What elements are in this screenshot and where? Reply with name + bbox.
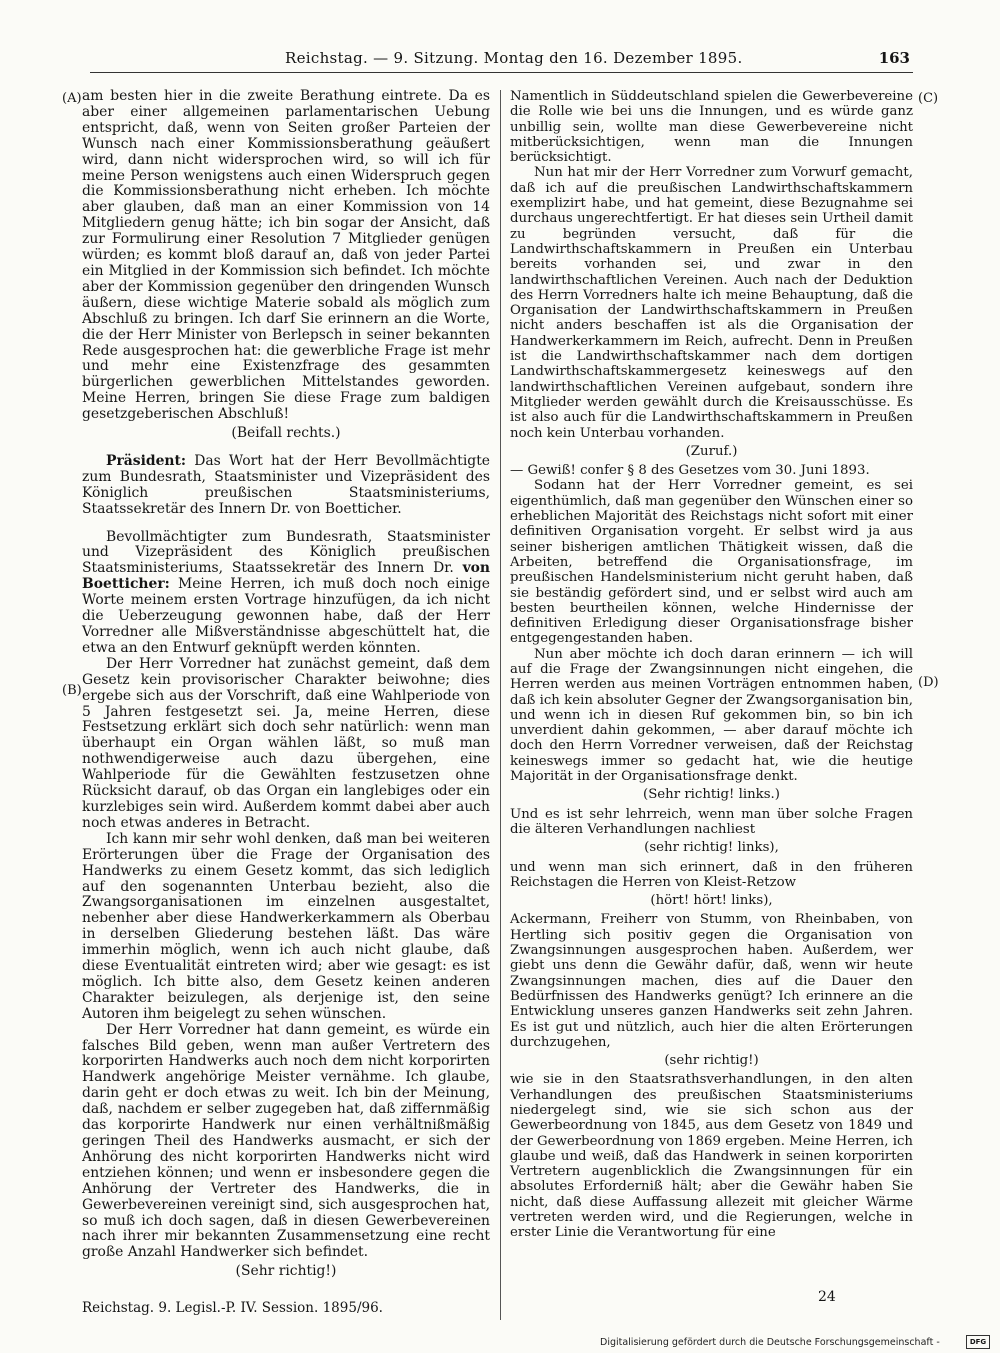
paragraph: Namentlich in Süddeutschland spielen die Gewerbevereine die Rolle wie bei uns die Innungen, und es würde ganz unbillig sein, wollte man diese Gewerbevereine nicht mitberücksichtigen, wenn man die Innungen berücksichtigt. (510, 89, 913, 166)
interjection: (Sehr richtig! links.) (643, 787, 780, 803)
speaker-name: von Boetticher: (82, 560, 490, 593)
margin-mark-b: (B) (62, 683, 82, 698)
page-header (90, 47, 910, 71)
right-column (510, 89, 913, 1241)
paragraph (82, 530, 490, 657)
paragraph: Ackermann, Freiherr von Stumm, von Rheinbaben, von Hertling sich positiv gegen die Organisation von Zwangsinnungen ausgesprochen haben. Außerdem, wer giebt uns denn die Gewähr dafür, daß, wenn wir heute Zwangsinnungen machen, dies auf die Dauer den Bedürfnissen des Handwerks genügt? Ich erinnere an die Entwicklung unseres ganzen Handwerks seit zehn Jahren. Es ist gut und nützlich, auch hier die alten Erörterungen durchzugehen, (510, 912, 913, 1050)
interjection: (Beifall rechts.) (231, 425, 341, 442)
left-column (82, 89, 490, 1284)
speaker-name: Präsident: (106, 452, 187, 469)
digitization-credit: Digitalisierung gefördert durch die Deutsche Forschungsgemeinschaft - (600, 1337, 940, 1348)
margin-mark-c: (C) (918, 91, 939, 106)
interjection: (sehr richtig! links), (644, 840, 779, 856)
paragraph (82, 454, 490, 518)
paragraph: Und es ist sehr lehrreich, wenn man über solche Fragen die älteren Verhandlungen nachliest (510, 806, 913, 837)
column-divider (500, 90, 501, 1320)
page-number: 163 (878, 49, 910, 67)
paragraph: Ich kann mir sehr wohl denken, daß man bei weiteren Erörterungen über die Frage der Organisation des Handwerks zu einem Gesetz kommt, das sich lediglich auf den sogenannten Unterbau bezieht, also die Zwangsorganisationen im einzelnen ausgestaltet, nebenher aber diese Handwerkerkammern als Oberbau in derselben Gliederung bestehen läßt. Das wäre immerhin möglich, wenn ich auch nicht glaube, daß diese Eventualität eintreten wird; aber wie gesagt: es ist möglich. Ich bitte also, dem Gesetz keinen anderen Charakter beizulegen, als derjenige ist, den seine Autoren ihm beigelegt zu sehen wünschen. (82, 830, 490, 1022)
header-rule (90, 72, 913, 73)
speech-text: Meine Herren, ich muß doch noch einige Worte meinem ersten Vortrage hinzufügen, da ich nicht die Ueberzeugung gewonnen habe, daß der Herr Vorredner alle Mißverständnisse abgeschüttelt hat, die etwa an den Entwurf geknüpft werden könnten. (82, 576, 490, 656)
margin-mark-d: (D) (918, 675, 939, 690)
interjection: (Sehr richtig!) (235, 1263, 337, 1280)
paragraph: Nun aber möchte ich doch daran erinnern — ich will auf die Frage der Zwangsinnungen nicht eingehen, die Herren werden aus meinen Vorträgen entnommen haben, daß ich kein absoluter Gegner der Zwangsorganisation bin, und wenn ich in diesen Ruf gekommen bin, so bin ich unverdient dahin gekommen, — aber darauf möchte ich doch den Herrn Vorredner verweisen, daß der Reichstag keineswegs immer so gedacht hat, wie die heutige Majorität in der Organisationsfrage denkt. (510, 646, 913, 785)
signature-mark: 24 (818, 1289, 836, 1305)
paragraph: am besten hier in die zweite Berathung eintrete. Da es aber einer allgemeinen parlamentarischen Uebung entspricht, daß, wenn von Seiten großer Parteien der Wunsch nach einer Kommissionsberathung geäußert wird, dann nicht widersprochen wird, so will ich für meine Person wenigstens auch einen Widerspruch gegen die Kommissionsberathung nicht erheben. Ich möchte aber glauben, daß man an einer Kommission von 14 Mitgliedern genug hätte; ich bin sogar der Ansicht, daß zur Formulirung einer Resolution 7 Mitglieder genügen würden; es kommt bloß darauf an, daß von jeder Partei ein Mitglied in der Kommission sich befindet. Ich möchte aber der Kommission gegenüber den dringenden Wunsch äußern, diese wichtige Materie sobald als möglich zum Abschluß zu bringen. Ich darf Sie erinnern an die Worte, die der Herr Minister von Berlepsch in seiner bekannten Rede ausgesprochen hat: die gewerbliche Frage ist mehr und mehr eine Existenzfrage des gesammten bürgerlichen gewerblichen Mittelstandes geworden. Meine Herren, bringen Sie diese Frage zum baldigen gesetzgeberischen Abschluß! (82, 88, 490, 423)
paragraph: wie sie in den Staatsrathsverhandlungen, in den alten Verhandlungen des preußischen Staatsministeriums niedergelegt sind, wie sie sich schon aus der Gewerbeordnung von 1845, aus dem Gesetz von 1849 und der Gewerbeordnung von 1869 ergeben. Meine Herren, ich glaube und weiß, daß das Handwerk in seinen korporirten Vertretern augenblicklich die Zwangsinnungen für ein absolutes Erforderniß hält; aber die Gewähr haben Sie nicht, daß diese Auffassung allezeit mit gleicher Wärme vertreten werden wird, und die Regierungen, welche in erster Linie die Verantwortung für eine (510, 1072, 913, 1241)
speaker-title: Bevollmächtigter zum Bundesrath, Staatsminister und Vizepräsident des Königlich preußischen Staatsministeriums, Staatssekretär des Innern Dr. (82, 528, 490, 577)
dfg-logo: DFG (966, 1335, 990, 1349)
margin-mark-a: (A) (62, 91, 82, 106)
interjection: (sehr richtig!) (664, 1053, 759, 1069)
running-head: Reichstag. — 9. Sitzung. Montag den 16. Dezember 1895. (285, 49, 743, 67)
paragraph: Der Herr Vorredner hat dann gemeint, es würde ein falsches Bild geben, wenn man außer Vertretern des korporirten Handwerks auch noch dem nicht korporirten Handwerk angehörige Meister vernähme. Ich glaube, darin geht er doch etwas zu weit. Ich bin der Meinung, daß, nachdem er selber zugegeben hat, daß ziffernmäßig das korporirte Handwerk nur einen verhältnißmäßig geringen Theil des Handwerks ausmacht, er sich der Anhörung des nicht korporirten Handwerks nicht wird entziehen können; und wenn er insbesondere gegen die Anhörung der Vertreter des Handwerks, die in Gewerbevereinen vereinigt sind, sich ausgesprochen hat, so muß ich doch sagen, daß in diesen Gewerbevereinen nach ihrer mir bekannten Zusammensetzung eine recht große Anzahl Handwerker sich befindet. (82, 1021, 490, 1261)
interjection: (hört! hört! links), (650, 893, 773, 909)
paragraph: Sodann hat der Herr Vorredner gemeint, es sei eigenthümlich, daß man gegenüber den Wünschen einer so erheblichen Majorität des Reichstags nicht sofort mit einer definitiven Organisation vorgeht. Er selbst wird ja aus seiner bisherigen amtlichen Thätigkeit wissen, daß die Arbeiten, betreffend die Organisationsfrage, im preußischen Handelsministerium nicht geruht haben, daß sie beständig gefördert sind, und er selbst wird auch am besten beurtheilen können, welche Hindernisse der definitiven Erledigung dieser Organisationsfrage bisher entgegengestanden haben. (510, 478, 913, 647)
paragraph: Der Herr Vorredner hat zunächst gemeint, daß dem Gesetz kein provisorischer Charakter beiwohne; dies ergebe sich aus der Vorschrift, daß eine Wahlperiode von 5 Jahren festgesetzt sei. Ja, meine Herren, diese Festsetzung erklärt sich doch sehr natürlich: wenn man überhaupt ein Organ wählen läßt, so muß man nothwendigerweise auch dazu übergehen, eine Wahlperiode für die Gewählten festzusetzen ohne Rücksicht darauf, ob das Organ ein langlebiges oder ein kurzlebiges sein wird. Außerdem kommt dabei aber auch noch etwas anderes in Betracht. (82, 655, 490, 831)
footer-source-line: Reichstag. 9. Legisl.-P. IV. Session. 1895/96. (82, 1300, 383, 1316)
paragraph: Nun hat mir der Herr Vorredner zum Vorwurf gemacht, daß ich auf die preußischen Landwirthschaftskammern exemplizirt habe, und hat gemeint, diese Bezugnahme sei durchaus ungerechtfertigt. Er hat dieses sein Urtheil damit zu begründen versucht, daß für die Landwirthschaftskammern in Preußen ein Unterbau bereits vorhanden sei, und zwar in den landwirthschaftlichen Vereinen. Auch nach der Deduktion des Herrn Vorredners halte ich meine Behauptung, daß die Organisation der Landwirthschaftskammern in Preußen nicht anders beschaffen ist als die Organisation der Handwerkerkammern im Reich, aufrecht. Denn in Preußen ist die Landwirthschaftskammer nach dem dortigen Landwirthschaftskammergesetz keineswegs auf den landwirthschaftlichen Vereinen aufgebaut, sondern ihre Mitglieder werden gewählt durch die Kreisausschüsse. Es ist also auch für die Landwirthschaftskammern in Preußen noch kein Unterbau vorhanden. (510, 165, 913, 441)
paragraph: und wenn man sich erinnert, daß in den früheren Reichstagen die Herren von Kleist-Retzow (510, 859, 913, 890)
speech-text: Das Wort hat der Herr Bevollmächtigte zum Bundesrath, Staatsminister und Vizepräsident des Königlich preußischen Staatsministeriums, Staatssekretär des Innern Dr. von Boetticher. (82, 452, 490, 517)
paragraph: — Gewiß! confer § 8 des Gesetzes vom 30. Juni 1893. (510, 463, 870, 479)
interjection: (Zuruf.) (685, 443, 738, 459)
